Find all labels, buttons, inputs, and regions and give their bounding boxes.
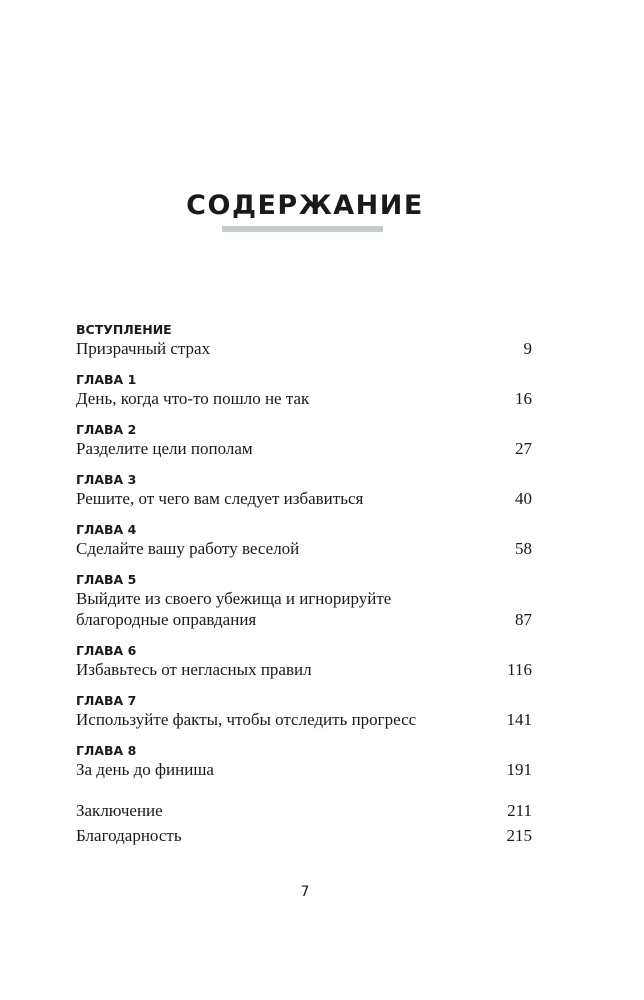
toc-entry-label: ГЛАВА 1 (76, 372, 137, 387)
toc-back-matter (76, 800, 532, 846)
toc-entry-row (76, 438, 532, 459)
toc-back-page: 215 (506, 826, 532, 845)
toc-entry-page: 116 (507, 660, 532, 679)
toc-entry (76, 521, 532, 559)
toc-entry-label: ГЛАВА 4 (76, 522, 137, 537)
toc-entry (76, 471, 532, 509)
toc-entry-row (76, 538, 532, 559)
toc-entry-title: Используйте факты, чтобы отследить прогресс (76, 710, 417, 729)
toc-back-row (76, 825, 532, 846)
toc-entry-page: 16 (515, 389, 532, 408)
toc-entry-label: ГЛАВА 3 (76, 472, 137, 487)
toc-entry-page: 58 (515, 539, 532, 558)
toc-entry-row (76, 588, 532, 609)
toc-entry-row (76, 759, 532, 780)
table-of-contents (76, 321, 532, 850)
toc-entry-page: 40 (515, 489, 532, 508)
toc-entry-row (76, 659, 532, 680)
toc-entry-title: Призрачный страх (76, 339, 211, 358)
toc-entry (76, 371, 532, 409)
toc-entry (76, 692, 532, 730)
toc-entry-page: 27 (515, 439, 532, 458)
toc-entry-title: Сделайте вашу работу веселой (76, 539, 300, 558)
toc-entry-label: ГЛАВА 2 (76, 422, 137, 437)
toc-entry-row (76, 709, 532, 730)
toc-back-page: 211 (507, 801, 532, 820)
page-number: 7 (300, 884, 310, 900)
title-underline-rule (222, 226, 383, 232)
toc-entry-row (76, 609, 532, 630)
toc-entry-row (76, 388, 532, 409)
toc-entry-page: 191 (506, 760, 532, 779)
toc-entry-title-line-2: благородные оправдания (76, 610, 257, 629)
toc-entry (76, 421, 532, 459)
page-title: СОДЕРЖАНИЕ (186, 190, 424, 221)
toc-entry-title: День, когда что-то пошло не так (76, 389, 310, 408)
toc-entry-page: 141 (506, 710, 532, 729)
toc-back-title: Благодарность (76, 826, 182, 845)
toc-entry-title-line-1: Выйдите из своего убежища и игнорируйте (76, 589, 392, 608)
toc-entry-row (76, 338, 532, 359)
toc-entry (76, 571, 532, 630)
toc-entry-page: 9 (523, 339, 532, 358)
toc-entry-label: ГЛАВА 5 (76, 572, 137, 587)
toc-entry-title: За день до финиша (76, 760, 214, 779)
toc-entry-title: Избавьтесь от негласных правил (76, 660, 312, 679)
toc-back-row (76, 800, 532, 821)
toc-entry (76, 642, 532, 680)
toc-entry-page: 87 (515, 610, 532, 629)
toc-entry-label: ГЛАВА 6 (76, 643, 137, 658)
toc-entry-label: ВСТУПЛЕНИЕ (76, 322, 172, 337)
toc-entry-title: Решите, от чего вам следует избавиться (76, 489, 364, 508)
toc-entry (76, 321, 532, 359)
toc-entry-row (76, 488, 532, 509)
toc-back-title: Заключение (76, 801, 163, 820)
toc-entry (76, 742, 532, 780)
toc-entry-label: ГЛАВА 8 (76, 743, 137, 758)
toc-entry-title: Разделите цели пополам (76, 439, 253, 458)
toc-entry-label: ГЛАВА 7 (76, 693, 137, 708)
